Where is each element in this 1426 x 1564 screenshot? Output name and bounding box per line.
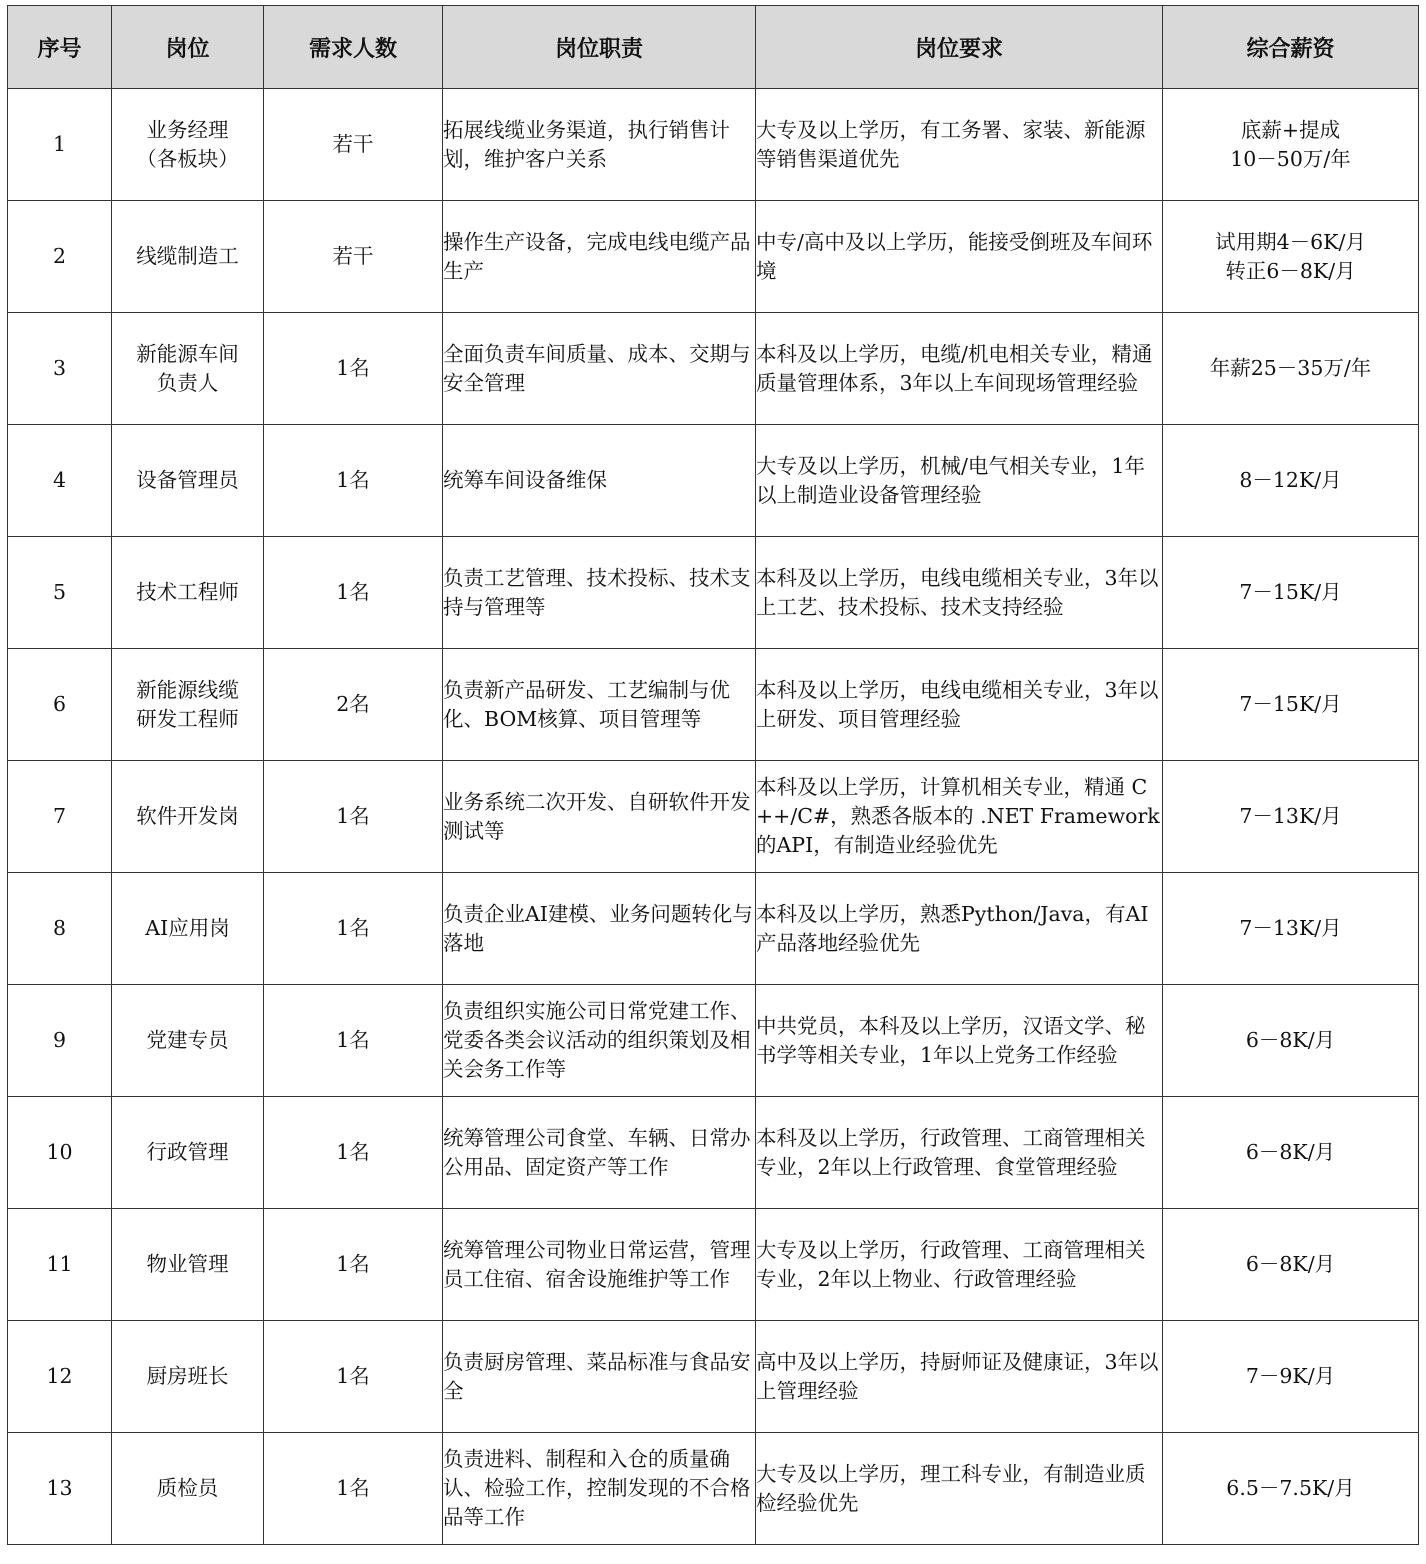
cell-salary <box>1163 985 1419 1097</box>
cell-salary <box>1163 1097 1419 1209</box>
table-row <box>8 1209 1419 1321</box>
table-row <box>8 313 1419 425</box>
cell-position <box>112 985 264 1097</box>
cell-requirements-text: 本科及以上学历，电线电缆相关专业，3年以上研发、项目管理经验 <box>756 677 1159 731</box>
cell-salary-text: 7－13K/月 <box>1239 804 1342 828</box>
table-header-row <box>8 6 1419 89</box>
cell-salary-text: 6.5－7.5K/月 <box>1226 1476 1355 1500</box>
header-salary: 综合薪资 <box>1163 6 1419 89</box>
cell-requirements <box>756 985 1163 1097</box>
cell-no-text: 8 <box>52 916 67 940</box>
cell-no <box>8 761 112 873</box>
cell-requirements-text: 中共党员，本科及以上学历，汉语文学、秘书学等相关专业，1年以上党务工作经验 <box>756 1013 1146 1067</box>
cell-no-text: 13 <box>46 1476 73 1500</box>
cell-salary-text: 7－9K/月 <box>1245 1364 1336 1388</box>
cell-duties-text: 业务系统二次开发、自研软件开发测试等 <box>443 789 751 843</box>
cell-no-text: 10 <box>46 1140 73 1164</box>
cell-duties <box>443 201 756 313</box>
cell-position-text: 行政管理 <box>146 1140 229 1164</box>
cell-salary-text: 6－8K/月 <box>1245 1028 1336 1052</box>
cell-position <box>112 1321 264 1433</box>
table-row <box>8 985 1419 1097</box>
cell-requirements <box>756 201 1163 313</box>
cell-count <box>264 313 443 425</box>
cell-duties-text: 负责企业AI建模、业务问题转化与落地 <box>443 901 753 955</box>
table-row <box>8 1321 1419 1433</box>
table-row <box>8 201 1419 313</box>
cell-position-text: 新能源车间 负责人 <box>136 341 239 395</box>
header-no: 序号 <box>8 6 112 89</box>
cell-count-text: 若干 <box>332 132 374 156</box>
table-row <box>8 873 1419 985</box>
cell-no-text: 1 <box>52 132 67 156</box>
cell-duties <box>443 313 756 425</box>
cell-salary <box>1163 761 1419 873</box>
table-row <box>8 537 1419 649</box>
cell-count-text: 1名 <box>336 916 370 940</box>
cell-requirements <box>756 89 1163 201</box>
cell-count <box>264 201 443 313</box>
cell-requirements <box>756 649 1163 761</box>
cell-count <box>264 89 443 201</box>
cell-position-text: 软件开发岗 <box>136 804 239 828</box>
cell-no-text: 11 <box>46 1252 73 1276</box>
cell-position <box>112 201 264 313</box>
cell-position-text: AI应用岗 <box>145 916 230 940</box>
cell-duties-text: 统筹管理公司食堂、车辆、日常办公用品、固定资产等工作 <box>443 1125 751 1179</box>
cell-position-text: 技术工程师 <box>136 580 239 604</box>
cell-count <box>264 1321 443 1433</box>
recruitment-table <box>7 5 1419 1545</box>
cell-salary-text: 7－15K/月 <box>1239 692 1342 716</box>
table-row <box>8 425 1419 537</box>
cell-no-text: 3 <box>52 356 67 380</box>
cell-count <box>264 1433 443 1545</box>
cell-duties <box>443 649 756 761</box>
cell-duties <box>443 1321 756 1433</box>
cell-requirements-text: 本科及以上学历，电线电缆相关专业，3年以上工艺、技术投标、技术支持经验 <box>756 565 1159 619</box>
cell-position <box>112 761 264 873</box>
cell-count <box>264 649 443 761</box>
cell-position-text: 物业管理 <box>146 1252 229 1276</box>
cell-duties <box>443 1097 756 1209</box>
cell-no-text: 4 <box>52 468 67 492</box>
cell-no-text: 9 <box>52 1028 67 1052</box>
header-position: 岗位 <box>112 6 264 89</box>
cell-salary <box>1163 89 1419 201</box>
cell-salary-text: 6－8K/月 <box>1245 1140 1336 1164</box>
cell-salary-text: 年薪25－35万/年 <box>1209 356 1372 380</box>
cell-duties <box>443 89 756 201</box>
cell-salary <box>1163 1433 1419 1545</box>
cell-requirements <box>756 761 1163 873</box>
cell-no <box>8 649 112 761</box>
cell-requirements <box>756 873 1163 985</box>
cell-requirements-text: 本科及以上学历，行政管理、工商管理相关专业，2年以上行政管理、食堂管理经验 <box>756 1125 1146 1179</box>
cell-duties-text: 统筹管理公司物业日常运营，管理员工住宿、宿舍设施维护等工作 <box>443 1237 751 1291</box>
cell-count-text: 1名 <box>336 1028 370 1052</box>
cell-salary <box>1163 425 1419 537</box>
table-row <box>8 649 1419 761</box>
cell-duties-text: 负责工艺管理、技术投标、技术支持与管理等 <box>443 565 751 619</box>
cell-no <box>8 537 112 649</box>
cell-salary-text: 试用期4－6K/月 转正6－8K/月 <box>1215 229 1366 283</box>
cell-no <box>8 425 112 537</box>
cell-count <box>264 873 443 985</box>
cell-salary-text: 7－15K/月 <box>1239 580 1342 604</box>
cell-count-text: 1名 <box>336 804 370 828</box>
cell-duties-text: 操作生产设备，完成电线电缆产品生产 <box>443 229 751 283</box>
cell-position <box>112 649 264 761</box>
cell-salary-text: 7－13K/月 <box>1239 916 1342 940</box>
cell-requirements <box>756 1433 1163 1545</box>
cell-requirements <box>756 313 1163 425</box>
cell-position <box>112 89 264 201</box>
cell-no-text: 2 <box>52 244 67 268</box>
cell-requirements-text: 本科及以上学历，电缆/机电相关专业，精通质量管理体系，3年以上车间现场管理经验 <box>756 341 1153 395</box>
table-body <box>8 89 1419 1545</box>
cell-count-text: 1名 <box>336 1476 370 1500</box>
header-requirements: 岗位要求 <box>756 6 1163 89</box>
cell-duties-text: 负责组织实施公司日常党建工作、党委各类会议活动的组织策划及相关会务工作等 <box>443 999 751 1081</box>
cell-count-text: 1名 <box>336 580 370 604</box>
cell-position <box>112 537 264 649</box>
cell-salary <box>1163 873 1419 985</box>
cell-salary <box>1163 1321 1419 1433</box>
cell-position <box>112 1433 264 1545</box>
header-count: 需求人数 <box>264 6 443 89</box>
cell-count-text: 1名 <box>336 356 370 380</box>
cell-no <box>8 1433 112 1545</box>
cell-salary-text: 6－8K/月 <box>1245 1252 1336 1276</box>
cell-position-text: 厨房班长 <box>146 1364 229 1388</box>
cell-position <box>112 873 264 985</box>
cell-count <box>264 537 443 649</box>
cell-count-text: 1名 <box>336 1140 370 1164</box>
cell-position-text: 线缆制造工 <box>136 244 239 268</box>
cell-salary <box>1163 537 1419 649</box>
cell-position <box>112 313 264 425</box>
cell-no <box>8 873 112 985</box>
cell-requirements-text: 高中及以上学历，持厨师证及健康证，3年以上管理经验 <box>756 1349 1159 1403</box>
cell-no <box>8 313 112 425</box>
cell-no <box>8 1097 112 1209</box>
cell-no <box>8 201 112 313</box>
table-row <box>8 761 1419 873</box>
cell-requirements-text: 大专及以上学历，行政管理、工商管理相关专业，2年以上物业、行政管理经验 <box>756 1237 1146 1291</box>
cell-duties-text: 负责进料、制程和入仓的质量确认、检验工作，控制发现的不合格品等工作 <box>443 1447 751 1529</box>
cell-no-text: 12 <box>46 1364 73 1388</box>
cell-duties <box>443 1209 756 1321</box>
cell-requirements <box>756 425 1163 537</box>
cell-duties <box>443 425 756 537</box>
cell-position-text: 党建专员 <box>146 1028 229 1052</box>
recruitment-table-container <box>7 5 1419 1545</box>
cell-no-text: 6 <box>52 692 67 716</box>
cell-duties <box>443 761 756 873</box>
cell-position-text: 业务经理 （各板块） <box>136 117 239 171</box>
cell-duties-text: 全面负责车间质量、成本、交期与安全管理 <box>443 341 751 395</box>
cell-count <box>264 1097 443 1209</box>
cell-requirements <box>756 1321 1163 1433</box>
cell-position <box>112 1209 264 1321</box>
cell-position-text: 设备管理员 <box>136 468 239 492</box>
cell-duties <box>443 1433 756 1545</box>
cell-no <box>8 985 112 1097</box>
cell-salary <box>1163 313 1419 425</box>
cell-requirements-text: 大专及以上学历，机械/电气相关专业，1年以上制造业设备管理经验 <box>756 453 1145 507</box>
cell-duties-text: 统筹车间设备维保 <box>443 468 607 492</box>
cell-requirements-text: 本科及以上学历，熟悉Python/Java，有AI产品落地经验优先 <box>756 901 1149 955</box>
cell-duties <box>443 873 756 985</box>
cell-duties <box>443 985 756 1097</box>
cell-position-text: 新能源线缆 研发工程师 <box>136 677 239 731</box>
cell-salary <box>1163 649 1419 761</box>
cell-salary <box>1163 1209 1419 1321</box>
table-row <box>8 1433 1419 1545</box>
cell-count <box>264 985 443 1097</box>
cell-count <box>264 425 443 537</box>
cell-no-text: 7 <box>52 804 67 828</box>
cell-duties-text: 负责厨房管理、菜品标准与食品安全 <box>443 1349 751 1403</box>
cell-no-text: 5 <box>52 580 67 604</box>
cell-requirements-text: 大专及以上学历，有工务署、家装、新能源等销售渠道优先 <box>756 117 1146 171</box>
cell-count-text: 1名 <box>336 468 370 492</box>
cell-duties <box>443 537 756 649</box>
cell-count-text: 1名 <box>336 1252 370 1276</box>
cell-requirements <box>756 537 1163 649</box>
cell-count-text: 若干 <box>332 244 374 268</box>
cell-position-text: 质检员 <box>156 1476 219 1500</box>
cell-no <box>8 89 112 201</box>
cell-requirements-text: 本科及以上学历，计算机相关专业，精通 C++/C#，熟悉各版本的 .NET Framework 的API，有制造业经验优先 <box>756 775 1160 857</box>
cell-requirements <box>756 1097 1163 1209</box>
cell-salary-text: 底薪+提成 10－50万/年 <box>1230 117 1351 171</box>
cell-salary-text: 8－12K/月 <box>1239 468 1342 492</box>
header-duties: 岗位职责 <box>443 6 756 89</box>
cell-requirements-text: 大专及以上学历，理工科专业，有制造业质检经验优先 <box>756 1461 1146 1515</box>
cell-position <box>112 1097 264 1209</box>
table-row <box>8 89 1419 201</box>
cell-position <box>112 425 264 537</box>
cell-requirements <box>756 1209 1163 1321</box>
table-row <box>8 1097 1419 1209</box>
cell-no <box>8 1209 112 1321</box>
cell-requirements-text: 中专/高中及以上学历，能接受倒班及车间环境 <box>756 229 1153 283</box>
cell-count <box>264 1209 443 1321</box>
cell-no <box>8 1321 112 1433</box>
cell-count-text: 1名 <box>336 1364 370 1388</box>
cell-count-text: 2名 <box>336 692 370 716</box>
cell-count <box>264 761 443 873</box>
cell-duties-text: 负责新产品研发、工艺编制与优化、BOM核算、项目管理等 <box>443 677 730 731</box>
cell-duties-text: 拓展线缆业务渠道，执行销售计划，维护客户关系 <box>443 117 730 171</box>
cell-salary <box>1163 201 1419 313</box>
